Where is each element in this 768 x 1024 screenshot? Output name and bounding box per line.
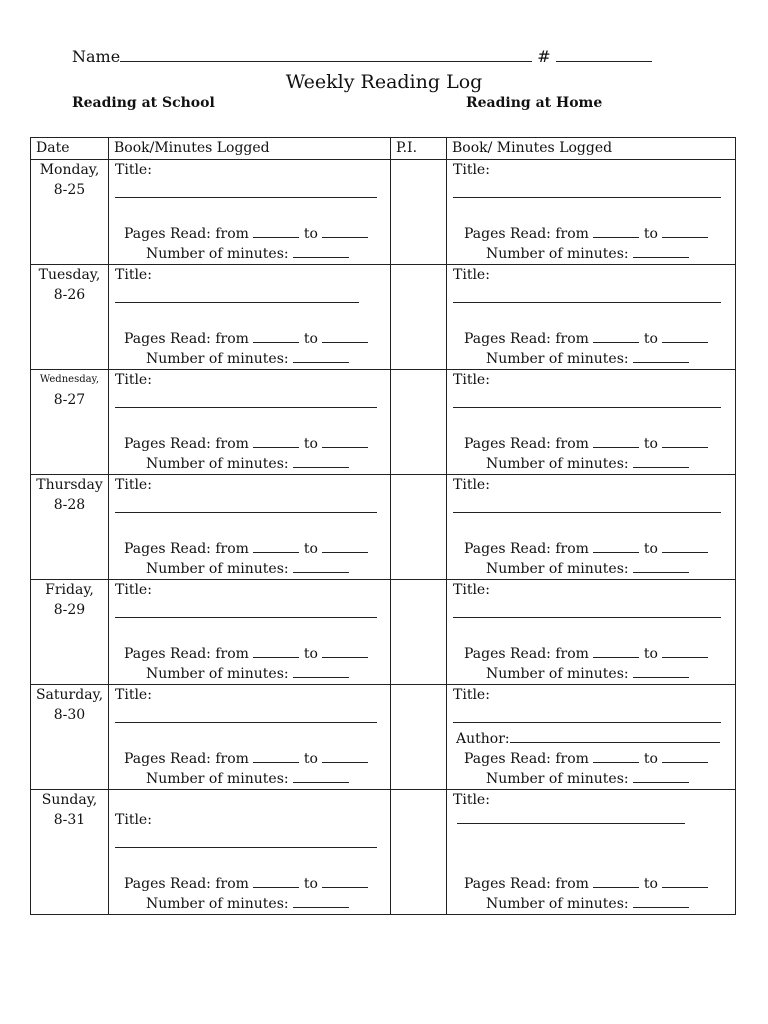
pages-to-field[interactable]	[662, 874, 708, 888]
number-field[interactable]	[556, 48, 652, 62]
title-label: Title:	[115, 687, 152, 703]
minutes-field[interactable]	[633, 454, 689, 468]
minutes-field[interactable]	[293, 559, 349, 573]
date-cell	[31, 475, 109, 580]
pages-label: Pages Read: from	[124, 646, 249, 662]
title-label: Title:	[453, 582, 490, 598]
to-label: to	[303, 646, 318, 662]
table-row	[31, 265, 736, 370]
title-label: Title:	[115, 812, 152, 828]
minutes-field[interactable]	[293, 769, 349, 783]
column-header-date: Date	[31, 138, 109, 160]
pages-label: Pages Read: from	[124, 876, 249, 892]
title-field[interactable]	[115, 604, 377, 618]
name-field[interactable]	[120, 48, 532, 62]
name-label: Name	[72, 47, 121, 66]
pages-label: Pages Read: from	[464, 541, 589, 557]
title-label: Title:	[115, 267, 152, 283]
day-date: 8-26	[53, 287, 86, 303]
date-cell	[31, 685, 109, 790]
title-field[interactable]	[453, 184, 721, 198]
number-label: #	[537, 47, 551, 66]
minutes-label: Number of minutes:	[146, 246, 289, 262]
minutes-label: Number of minutes:	[146, 456, 289, 472]
day-date: 8-25	[53, 182, 86, 198]
title-field[interactable]	[453, 289, 721, 303]
pi-cell[interactable]	[391, 580, 447, 685]
pages-label: Pages Read: from	[124, 226, 249, 242]
pages-from-field[interactable]	[253, 539, 299, 553]
pages-label: Pages Read: from	[464, 436, 589, 452]
day-date: 8-31	[53, 812, 86, 828]
to-label: to	[303, 876, 318, 892]
pages-from-field[interactable]	[593, 539, 639, 553]
pi-cell[interactable]	[391, 370, 447, 475]
day-date: 8-30	[53, 707, 86, 723]
pages-to-field[interactable]	[322, 874, 368, 888]
minutes-label: Number of minutes:	[486, 896, 629, 912]
minutes-field[interactable]	[633, 559, 689, 573]
title-label: Title:	[453, 477, 490, 493]
table-row	[31, 475, 736, 580]
minutes-label: Number of minutes:	[146, 351, 289, 367]
school-log-cell	[109, 370, 391, 475]
school-heading: Reading at School	[72, 95, 215, 111]
title-label: Title:	[453, 792, 490, 808]
minutes-label: Number of minutes:	[486, 246, 629, 262]
pages-label: Pages Read: from	[464, 331, 589, 347]
school-log-cell	[109, 160, 391, 265]
home-log-cell	[447, 475, 736, 580]
pages-to-field[interactable]	[322, 224, 368, 238]
to-label: to	[643, 646, 658, 662]
title-label: Title:	[115, 372, 152, 388]
pages-to-field[interactable]	[322, 644, 368, 658]
pages-from-field[interactable]	[253, 644, 299, 658]
title-field[interactable]	[115, 834, 377, 848]
minutes-field[interactable]	[633, 244, 689, 258]
pages-from-field[interactable]	[253, 749, 299, 763]
home-log-cell	[447, 265, 736, 370]
pages-from-field[interactable]	[253, 434, 299, 448]
column-header-book-school: Book/Minutes Logged	[109, 138, 391, 160]
reading-log-table	[30, 137, 736, 915]
home-log-cell	[447, 790, 736, 915]
minutes-label: Number of minutes:	[146, 771, 289, 787]
minutes-field[interactable]	[633, 664, 689, 678]
title-label: Title:	[115, 582, 152, 598]
day-date: 8-28	[53, 497, 86, 513]
title-field[interactable]	[457, 810, 685, 824]
pages-to-field[interactable]	[662, 329, 708, 343]
minutes-label: Number of minutes:	[146, 561, 289, 577]
page-title: Weekly Reading Log	[285, 71, 483, 93]
minutes-label: Number of minutes:	[486, 666, 629, 682]
author-field[interactable]	[510, 729, 720, 743]
pages-from-field[interactable]	[253, 329, 299, 343]
title-label: Title:	[453, 372, 490, 388]
title-field[interactable]	[115, 499, 377, 513]
pages-from-field[interactable]	[593, 329, 639, 343]
to-label: to	[303, 541, 318, 557]
day-name: Sunday,	[41, 792, 98, 808]
minutes-field[interactable]	[293, 664, 349, 678]
to-label: to	[643, 751, 658, 767]
home-log-cell	[447, 370, 736, 475]
pages-to-field[interactable]	[662, 539, 708, 553]
day-name: Wednesday,	[39, 374, 100, 385]
to-label: to	[303, 226, 318, 242]
pages-from-field[interactable]	[593, 874, 639, 888]
pages-label: Pages Read: from	[124, 751, 249, 767]
minutes-label: Number of minutes:	[146, 896, 289, 912]
minutes-field[interactable]	[293, 454, 349, 468]
pages-to-field[interactable]	[322, 434, 368, 448]
title-field[interactable]	[453, 604, 721, 618]
pages-from-field[interactable]	[253, 224, 299, 238]
column-header-book-home: Book/ Minutes Logged	[447, 138, 736, 160]
school-log-cell	[109, 265, 391, 370]
table-header-row	[31, 138, 736, 160]
pages-label: Pages Read: from	[124, 541, 249, 557]
pages-label: Pages Read: from	[464, 226, 589, 242]
title-field[interactable]	[115, 394, 377, 408]
title-label: Title:	[453, 162, 490, 178]
to-label: to	[303, 751, 318, 767]
minutes-label: Number of minutes:	[486, 561, 629, 577]
school-log-cell	[109, 475, 391, 580]
pages-label: Pages Read: from	[464, 876, 589, 892]
pages-label: Pages Read: from	[464, 646, 589, 662]
minutes-field[interactable]	[633, 769, 689, 783]
pages-from-field[interactable]	[253, 874, 299, 888]
title-label: Title:	[453, 687, 490, 703]
pages-to-field[interactable]	[322, 749, 368, 763]
school-log-cell	[109, 580, 391, 685]
pi-cell[interactable]	[391, 160, 447, 265]
day-name: Monday,	[39, 162, 100, 178]
pi-cell[interactable]	[391, 265, 447, 370]
date-cell	[31, 265, 109, 370]
pages-to-field[interactable]	[322, 539, 368, 553]
pages-to-field[interactable]	[322, 329, 368, 343]
pages-from-field[interactable]	[593, 749, 639, 763]
day-name: Thursday	[36, 477, 103, 493]
pages-to-field[interactable]	[662, 749, 708, 763]
pages-to-field[interactable]	[662, 644, 708, 658]
title-label: Title:	[453, 267, 490, 283]
minutes-field[interactable]	[293, 244, 349, 258]
title-field[interactable]	[115, 709, 377, 723]
pages-label: Pages Read: from	[124, 331, 249, 347]
to-label: to	[643, 226, 658, 242]
minutes-label: Number of minutes:	[486, 771, 629, 787]
pi-cell[interactable]	[391, 685, 447, 790]
pi-cell[interactable]	[391, 790, 447, 915]
table-row	[31, 160, 736, 265]
school-log-cell	[109, 685, 391, 790]
pages-to-field[interactable]	[662, 224, 708, 238]
to-label: to	[643, 436, 658, 452]
home-heading: Reading at Home	[466, 95, 603, 111]
title-field[interactable]	[115, 184, 377, 198]
title-field[interactable]	[453, 709, 721, 723]
minutes-field[interactable]	[633, 349, 689, 363]
day-name: Tuesday,	[38, 267, 101, 283]
minutes-label: Number of minutes:	[146, 666, 289, 682]
school-log-cell	[109, 790, 391, 915]
minutes-field[interactable]	[293, 894, 349, 908]
date-cell	[31, 790, 109, 915]
pages-label: Pages Read: from	[464, 751, 589, 767]
to-label: to	[643, 876, 658, 892]
date-cell	[31, 580, 109, 685]
table-row	[31, 790, 736, 915]
pages-from-field[interactable]	[593, 644, 639, 658]
minutes-label: Number of minutes:	[486, 456, 629, 472]
day-name: Saturday,	[35, 687, 104, 703]
to-label: to	[303, 331, 318, 347]
table-row	[31, 580, 736, 685]
home-log-cell	[447, 580, 736, 685]
day-date: 8-27	[53, 392, 86, 408]
title-field[interactable]	[115, 289, 359, 303]
pages-to-field[interactable]	[662, 434, 708, 448]
title-label: Title:	[115, 477, 152, 493]
column-header-pi: P.I.	[391, 138, 447, 160]
date-cell	[31, 370, 109, 475]
table-row	[31, 685, 736, 790]
title-field[interactable]	[453, 499, 721, 513]
name-line	[72, 47, 652, 66]
home-log-cell	[447, 160, 736, 265]
day-name: Friday,	[45, 582, 94, 598]
pi-cell[interactable]	[391, 475, 447, 580]
to-label: to	[303, 436, 318, 452]
title-field[interactable]	[453, 394, 721, 408]
day-date: 8-29	[53, 602, 86, 618]
table-row	[31, 370, 736, 475]
date-cell	[31, 160, 109, 265]
pages-label: Pages Read: from	[124, 436, 249, 452]
to-label: to	[643, 541, 658, 557]
to-label: to	[643, 331, 658, 347]
minutes-field[interactable]	[633, 894, 689, 908]
pages-from-field[interactable]	[593, 224, 639, 238]
minutes-label: Number of minutes:	[486, 351, 629, 367]
minutes-field[interactable]	[293, 349, 349, 363]
home-log-cell	[447, 685, 736, 790]
author-label: Author:	[456, 731, 510, 747]
pages-from-field[interactable]	[593, 434, 639, 448]
title-label: Title:	[115, 162, 152, 178]
